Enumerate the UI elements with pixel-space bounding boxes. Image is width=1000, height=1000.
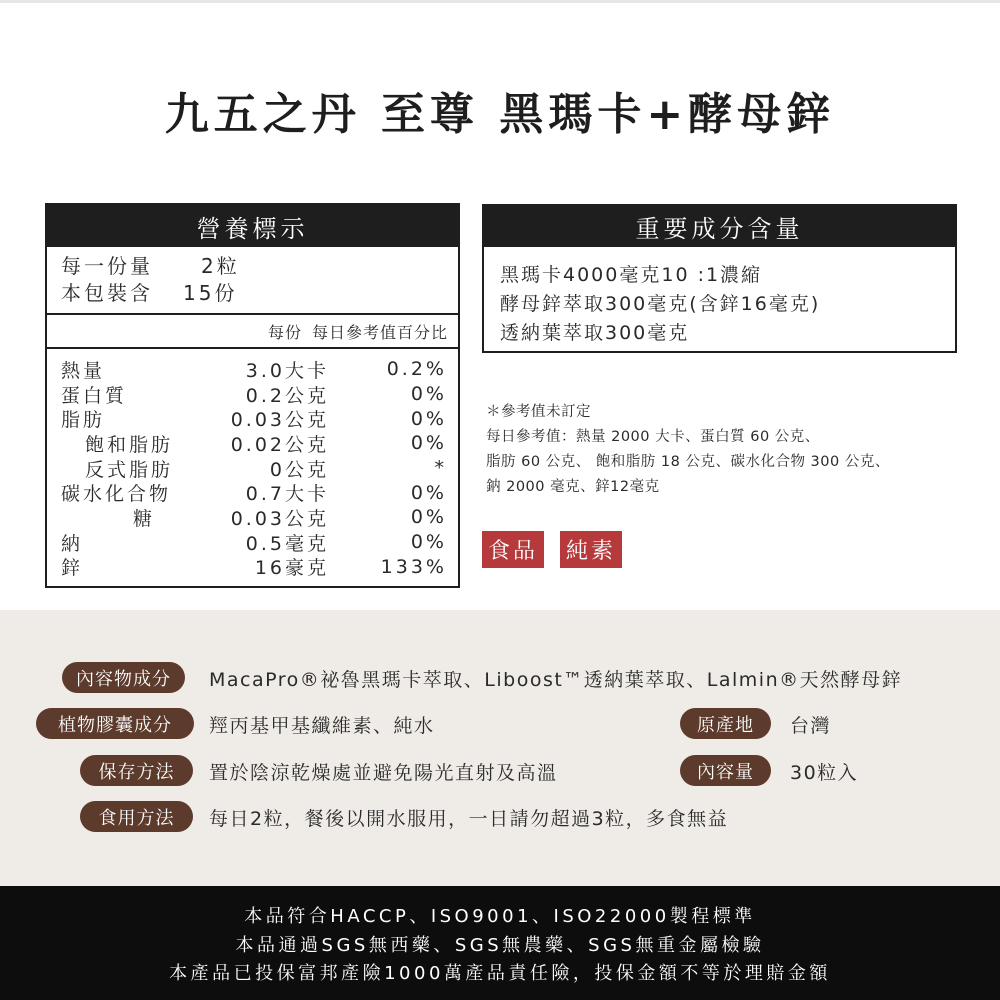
key-ingredients-header: 重要成分含量 (484, 206, 955, 247)
key-ingredients-box (482, 204, 957, 353)
note-line: 脂肪 60 公克、 飽和脂肪 18 公克、碳水化合物 300 公克、 (486, 454, 890, 470)
nutrient-row-sugar (47, 505, 458, 530)
nutrient-daily-value: 0% (410, 531, 447, 554)
nutrient-name: 鋅 (61, 557, 84, 580)
storage-label: 保存方法 (80, 755, 193, 786)
nutrient-name: 蛋白質 (61, 384, 128, 407)
nutrient-row-protein (47, 382, 458, 407)
nutrient-daily-value: * (434, 457, 447, 480)
nutrient-amount: 0.2公克 (245, 384, 329, 407)
nutrient-row-saturated-fat (47, 431, 458, 456)
nutrient-amount: 0.03公克 (230, 409, 329, 432)
key-ingredient-line: 透納葉萃取300毫克 (500, 322, 690, 344)
origin-value: 台灣 (790, 715, 832, 737)
origin-label: 原產地 (680, 708, 771, 739)
nutrient-daily-value: 133% (380, 555, 447, 578)
nutrient-name: 脂肪 (61, 409, 106, 432)
footer-line: 本品符合HACCP、ISO9001、ISO22000製程標準 (244, 906, 756, 927)
nutrient-name: 反式脂肪 (85, 458, 174, 481)
note-line: 鈉 2000 毫克、鋅12毫克 (486, 479, 660, 495)
nutrient-name: 熱量 (61, 359, 106, 382)
daily-value-notes (486, 400, 976, 500)
quantity-value: 30粒入 (790, 762, 859, 784)
nutrient-name: 納 (61, 532, 84, 555)
capsule-value: 羥丙基甲基纖維素、純水 (209, 715, 435, 737)
serving-size-value: 2粒 (201, 254, 240, 278)
col-daily-value: 每日參考值百分比 (311, 322, 448, 342)
nutrient-amount: 0.7大卡 (245, 483, 329, 506)
capsule-label: 植物膠囊成分 (36, 708, 194, 739)
quantity-label: 內容量 (680, 755, 771, 786)
nutrient-daily-value: 0% (410, 506, 447, 529)
nutrient-name: 飽和脂肪 (85, 433, 174, 456)
nutrient-row-carbohydrate (47, 480, 458, 505)
nutrient-daily-value: 0% (410, 407, 447, 430)
footer-line: 本品通過SGS無西藥、SGS無農藥、SGS無重金屬檢驗 (235, 935, 765, 956)
nutrient-amount: 0.03公克 (230, 507, 329, 530)
nutrition-rows (47, 349, 458, 579)
servings-per-package-label: 本包裝含 (61, 281, 153, 305)
top-divider (0, 0, 1000, 3)
nutrition-facts-table (45, 203, 460, 588)
contents-label: 內容物成分 (62, 662, 185, 693)
serving-size-label: 每一份量 (61, 254, 153, 278)
servings-per-package-value: 15份 (183, 281, 238, 305)
note-line: ＊參考值未訂定 (486, 404, 591, 420)
product-title: 九五之丹 至尊 黑瑪卡+酵母鋅 (164, 89, 836, 140)
footer-line: 本產品已投保富邦產險1000萬產品責任險，投保金額不等於理賠金額 (169, 963, 831, 984)
nutrient-amount: 0.5毫克 (245, 532, 329, 555)
key-ingredient-line: 黑瑪卡4000毫克10 :1濃縮 (500, 264, 763, 286)
nutrient-amount: 0.02公克 (230, 433, 329, 456)
nutrient-daily-value: 0.2% (386, 358, 447, 381)
nutrient-daily-value: 0% (410, 481, 447, 504)
nutrient-amount: 16豪克 (254, 557, 329, 580)
nutrient-daily-value: 0% (410, 383, 447, 406)
nutrient-row-fat (47, 406, 458, 431)
contents-value: MacaPro®祕魯黑瑪卡萃取、Liboost™透納葉萃取、Lalmin®天然酵母鋅 (209, 669, 903, 691)
nutrient-row-sodium (47, 530, 458, 555)
usage-label: 食用方法 (80, 801, 193, 832)
nutrient-name: 糖 (133, 507, 156, 530)
nutrient-name: 碳水化合物 (61, 483, 172, 506)
vegan-badge: 純素 (560, 531, 622, 568)
nutrient-amount: 0公克 (269, 458, 329, 481)
nutrition-column-headers (47, 315, 458, 349)
nutrition-header: 營養標示 (47, 205, 458, 247)
nutrient-amount: 3.0大卡 (245, 359, 329, 382)
col-per-serving: 每份 (267, 322, 302, 342)
nutrient-row-trans-fat (47, 456, 458, 481)
category-badges (482, 531, 638, 568)
serving-info (47, 247, 458, 315)
nutrient-row-calories (47, 357, 458, 382)
product-info-band (0, 610, 1000, 886)
food-badge: 食品 (482, 531, 544, 568)
key-ingredients-list (484, 247, 955, 348)
note-line: 每日參考值：熱量 2000 大卡、蛋白質 60 公克、 (486, 429, 820, 445)
key-ingredient-line: 酵母鋅萃取300毫克(含鋅16毫克) (500, 293, 821, 315)
nutrient-daily-value: 0% (410, 432, 447, 455)
certification-footer (0, 886, 1000, 1000)
storage-value: 置於陰涼乾燥處並避免陽光直射及高溫 (209, 762, 558, 784)
usage-value: 每日2粒，餐後以開水服用，一日請勿超過3粒，多食無益 (209, 808, 729, 830)
nutrient-row-zinc (47, 555, 458, 580)
